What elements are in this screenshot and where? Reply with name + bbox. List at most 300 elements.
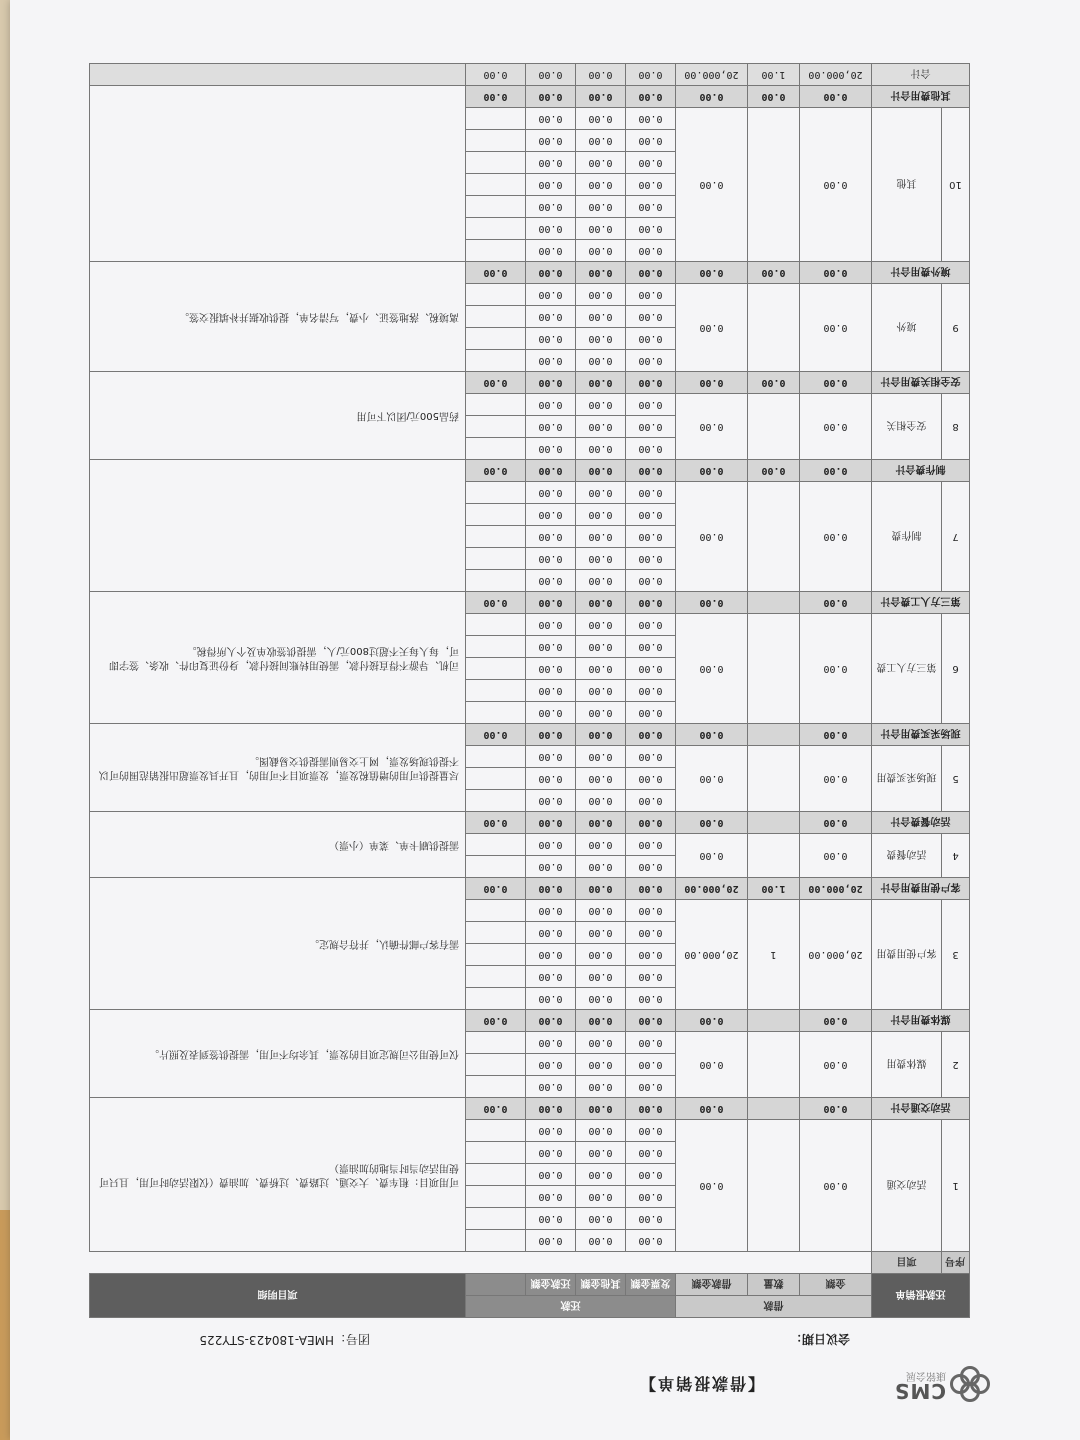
table-row <box>89 1076 969 1098</box>
other-cell: 0.00 <box>575 1142 625 1164</box>
invoice-cell: 0.00 <box>625 284 675 306</box>
section-name: 现场采买费用 <box>872 746 942 812</box>
logo <box>894 1369 946 1401</box>
subtotal-value: 0.00 <box>800 724 872 746</box>
invoice-cell: 0.00 <box>625 1076 675 1098</box>
blank-cell <box>465 240 525 262</box>
section-no: 5 <box>942 746 970 812</box>
subtotal-value: 0.00 <box>575 812 625 834</box>
subtotal-value <box>748 724 800 746</box>
invoice-cell: 0.00 <box>625 526 675 548</box>
other-cell: 0.00 <box>575 438 625 460</box>
col-qty: 数量 <box>748 1274 800 1296</box>
subtotal-value: 0.00 <box>748 372 800 394</box>
other-cell: 0.00 <box>575 1120 625 1142</box>
invoice-cell: 0.00 <box>625 1208 675 1230</box>
subtotal-value: 0.00 <box>675 592 747 614</box>
blank-cell <box>465 1186 525 1208</box>
subtotal-value: 0.00 <box>675 372 747 394</box>
total-value: 0.00 <box>625 64 675 86</box>
col-invoice: 发票金额 <box>625 1274 675 1296</box>
repay-cell: 0.00 <box>525 746 575 768</box>
blank-cell <box>465 152 525 174</box>
total-blank <box>89 64 465 86</box>
section-qty <box>748 1032 800 1098</box>
repay-cell: 0.00 <box>525 944 575 966</box>
section-qty <box>748 284 800 372</box>
invoice-cell: 0.00 <box>625 1054 675 1076</box>
subtotal-value: 0.00 <box>800 86 872 108</box>
total-label: 合计 <box>872 64 970 86</box>
blank-cell <box>465 196 525 218</box>
section-note: 尽量提供可用的增值税发票，发票项目不可用的，且开具发票超出报销范围的可以不提供现场发票，网上交易则需提供交易截图。 <box>89 724 465 812</box>
section-no: 10 <box>942 108 970 262</box>
blank-cell <box>465 988 525 1010</box>
subtotal-value: 0.00 <box>465 1010 525 1032</box>
repay-group-header: 还款 <box>465 1296 675 1318</box>
subtotal-value: 0.00 <box>575 1098 625 1120</box>
section-no: 1 <box>942 1120 970 1252</box>
subtotal-value: 0.00 <box>575 1010 625 1032</box>
total-row <box>89 64 969 86</box>
section-note: 需提供刷卡单、菜单（小票） <box>89 812 465 878</box>
subtotal-value: 0.00 <box>575 372 625 394</box>
cms-logo-icon <box>956 1368 990 1402</box>
blank-cell <box>465 438 525 460</box>
other-cell: 0.00 <box>575 1076 625 1098</box>
section-note: 离境税、落地签证、小费，写清名单，提供收据并补填报交签。 <box>89 262 465 372</box>
section-amount: 0.00 <box>800 284 872 372</box>
other-cell: 0.00 <box>575 526 625 548</box>
subtotal-value: 0.00 <box>800 812 872 834</box>
other-cell: 0.00 <box>575 504 625 526</box>
subtotal-value: 0.00 <box>465 592 525 614</box>
section-amount: 0.00 <box>800 394 872 460</box>
subtotal-value: 20,000.00 <box>675 878 747 900</box>
section-loan: 0.00 <box>675 108 747 262</box>
table-row <box>89 702 969 724</box>
subtotal-value: 0.00 <box>465 1098 525 1120</box>
other-cell: 0.00 <box>575 614 625 636</box>
subtotal-value: 0.00 <box>800 372 872 394</box>
invoice-cell: 0.00 <box>625 790 675 812</box>
subtotal-label: 其他费用合计 <box>872 86 970 108</box>
blank-cell <box>465 284 525 306</box>
subtotal-value <box>748 592 800 614</box>
subtotal-label: 安全相关费用合计 <box>872 372 970 394</box>
section-amount: 20,000.00 <box>800 900 872 1010</box>
other-cell: 0.00 <box>575 658 625 680</box>
other-cell: 0.00 <box>575 218 625 240</box>
table-row <box>89 988 969 1010</box>
invoice-cell: 0.00 <box>625 108 675 130</box>
other-cell: 0.00 <box>575 570 625 592</box>
blank-cell <box>465 548 525 570</box>
repay-cell: 0.00 <box>525 526 575 548</box>
subtotal-label: 境外费用合计 <box>872 262 970 284</box>
paper-sheet <box>10 0 1080 1440</box>
section-name: 第三方人工费 <box>872 614 942 724</box>
repay-cell: 0.00 <box>525 416 575 438</box>
invoice-cell: 0.00 <box>625 416 675 438</box>
other-cell: 0.00 <box>575 746 625 768</box>
subtotal-value: 0.00 <box>525 262 575 284</box>
section-name: 境外 <box>872 284 942 372</box>
blank-cell <box>465 482 525 504</box>
invoice-cell: 0.00 <box>625 658 675 680</box>
blank-cell <box>465 900 525 922</box>
section-note: 可用项目：租车费、大交通、过路费、过桥费、加油费（仅限活动时可用，且只可使用活动当时当地的加油票） <box>89 1098 465 1252</box>
section-name: 媒体费用 <box>872 1032 942 1098</box>
section-name: 活动交通 <box>872 1120 942 1252</box>
invoice-cell: 0.00 <box>625 438 675 460</box>
subtotal-value: 0.00 <box>800 592 872 614</box>
section-note <box>89 460 465 592</box>
repay-cell: 0.00 <box>525 504 575 526</box>
repay-cell: 0.00 <box>525 350 575 372</box>
other-cell: 0.00 <box>575 152 625 174</box>
blank-cell <box>465 350 525 372</box>
repay-cell: 0.00 <box>525 966 575 988</box>
other-cell: 0.00 <box>575 834 625 856</box>
invoice-cell: 0.00 <box>625 548 675 570</box>
subtotal-value: 0.00 <box>575 724 625 746</box>
other-cell: 0.00 <box>575 1164 625 1186</box>
repay-cell: 0.00 <box>525 152 575 174</box>
repay-cell: 0.00 <box>525 702 575 724</box>
subtotal-value: 0.00 <box>525 1010 575 1032</box>
blank-cell <box>465 394 525 416</box>
repay-cell: 0.00 <box>525 680 575 702</box>
other-cell: 0.00 <box>575 416 625 438</box>
invoice-cell: 0.00 <box>625 1120 675 1142</box>
subtotal-value: 0.00 <box>575 262 625 284</box>
total-value: 20,000.00 <box>675 64 747 86</box>
invoice-cell: 0.00 <box>625 240 675 262</box>
other-cell: 0.00 <box>575 856 625 878</box>
col-blank <box>465 1274 525 1296</box>
blank-cell <box>465 1076 525 1098</box>
invoice-cell: 0.00 <box>625 834 675 856</box>
other-cell: 0.00 <box>575 394 625 416</box>
blank-cell <box>465 218 525 240</box>
repay-cell: 0.00 <box>525 108 575 130</box>
subtotal-value: 0.00 <box>675 1010 747 1032</box>
total-value: 0.00 <box>525 64 575 86</box>
invoice-cell: 0.00 <box>625 966 675 988</box>
section-amount: 0.00 <box>800 108 872 262</box>
invoice-cell: 0.00 <box>625 746 675 768</box>
subtotal-label: 活动交通合计 <box>872 1098 970 1120</box>
section-qty <box>748 394 800 460</box>
repay-cell: 0.00 <box>525 658 575 680</box>
invoice-cell: 0.00 <box>625 350 675 372</box>
table-row <box>89 570 969 592</box>
detail-group-header: 项目明细 <box>89 1274 465 1318</box>
subtotal-label: 活动餐费合计 <box>872 812 970 834</box>
subtotal-value: 0.00 <box>625 878 675 900</box>
subtotal-value: 0.00 <box>625 262 675 284</box>
repay-cell: 0.00 <box>525 548 575 570</box>
subtotal-value: 0.00 <box>748 262 800 284</box>
blank-cell <box>465 1120 525 1142</box>
invoice-cell: 0.00 <box>625 856 675 878</box>
repay-cell: 0.00 <box>525 130 575 152</box>
other-cell: 0.00 <box>575 1208 625 1230</box>
subtotal-value: 0.00 <box>675 262 747 284</box>
doc-number-value: HMEA-180423-STY225 <box>199 1333 334 1347</box>
repay-cell: 0.00 <box>525 922 575 944</box>
other-cell: 0.00 <box>575 350 625 372</box>
subtotal-value: 0.00 <box>625 460 675 482</box>
invoice-cell: 0.00 <box>625 196 675 218</box>
invoice-cell: 0.00 <box>625 1230 675 1252</box>
other-cell: 0.00 <box>575 900 625 922</box>
section-qty <box>748 746 800 812</box>
subtotal-value: 0.00 <box>625 812 675 834</box>
expense-table-body <box>89 64 969 1252</box>
repay-cell: 0.00 <box>525 570 575 592</box>
other-cell: 0.00 <box>575 108 625 130</box>
invoice-cell: 0.00 <box>625 702 675 724</box>
blank-cell <box>465 614 525 636</box>
loan-group-header: 借款 <box>675 1296 871 1318</box>
section-name: 客户使用费用 <box>872 900 942 1010</box>
subtotal-value: 0.00 <box>625 86 675 108</box>
section-qty <box>748 108 800 262</box>
invoice-cell: 0.00 <box>625 944 675 966</box>
repay-cell: 0.00 <box>525 790 575 812</box>
invoice-cell: 0.00 <box>625 922 675 944</box>
other-cell: 0.00 <box>575 130 625 152</box>
subtotal-label: 制作费合计 <box>872 460 970 482</box>
subtotal-value: 0.00 <box>575 86 625 108</box>
section-no: 4 <box>942 834 970 878</box>
section-amount: 0.00 <box>800 1032 872 1098</box>
repay-cell: 0.00 <box>525 1230 575 1252</box>
other-cell: 0.00 <box>575 790 625 812</box>
invoice-cell: 0.00 <box>625 680 675 702</box>
invoice-cell: 0.00 <box>625 328 675 350</box>
repay-cell: 0.00 <box>525 614 575 636</box>
subtotal-value: 0.00 <box>675 86 747 108</box>
subtotal-value: 0.00 <box>625 372 675 394</box>
section-name: 安全相关 <box>872 394 942 460</box>
section-loan: 0.00 <box>675 1120 747 1252</box>
blank-cell <box>465 328 525 350</box>
other-cell: 0.00 <box>575 988 625 1010</box>
meeting-date-label: 会议日期： <box>789 1332 850 1347</box>
section-no: 9 <box>942 284 970 372</box>
subtotal-value <box>748 1098 800 1120</box>
other-cell: 0.00 <box>575 702 625 724</box>
subtotal-value: 0.00 <box>575 592 625 614</box>
invoice-cell: 0.00 <box>625 1186 675 1208</box>
subtotal-value: 0.00 <box>525 372 575 394</box>
blank-cell <box>465 790 525 812</box>
section-qty <box>748 614 800 724</box>
header <box>90 1360 990 1410</box>
meta-row <box>90 1324 970 1356</box>
section-qty: 1 <box>748 900 800 1010</box>
section-amount: 0.00 <box>800 614 872 724</box>
blank-cell <box>465 922 525 944</box>
expense-table <box>89 63 970 1318</box>
blank-cell <box>465 1208 525 1230</box>
section-loan: 0.00 <box>675 1032 747 1098</box>
table-row <box>89 350 969 372</box>
repay-cell: 0.00 <box>525 900 575 922</box>
section-amount: 0.00 <box>800 482 872 592</box>
subtotal-value: 0.00 <box>465 724 525 746</box>
other-cell: 0.00 <box>575 680 625 702</box>
section-loan: 20,000.00 <box>675 900 747 1010</box>
other-cell: 0.00 <box>575 1186 625 1208</box>
invoice-cell: 0.00 <box>625 394 675 416</box>
blank-cell <box>465 966 525 988</box>
blank-cell <box>465 768 525 790</box>
subtotal-value: 20,000.00 <box>800 878 872 900</box>
section-note <box>89 86 465 262</box>
section-qty <box>748 1120 800 1252</box>
repay-cell: 0.00 <box>525 1054 575 1076</box>
blank-cell <box>465 1032 525 1054</box>
blank-cell <box>465 746 525 768</box>
repay-cell: 0.00 <box>525 1032 575 1054</box>
blank-cell <box>465 130 525 152</box>
section-qty <box>748 482 800 592</box>
blank-cell <box>465 504 525 526</box>
other-cell: 0.00 <box>575 966 625 988</box>
subtotal-label: 客户使用费用合计 <box>872 878 970 900</box>
other-cell: 0.00 <box>575 1230 625 1252</box>
subtotal-value: 0.00 <box>800 460 872 482</box>
blank-cell <box>465 526 525 548</box>
subtotal-value: 0.00 <box>625 724 675 746</box>
subtotal-value: 0.00 <box>675 812 747 834</box>
subtotal-label: 第三方人工费合计 <box>872 592 970 614</box>
repay-cell: 0.00 <box>525 196 575 218</box>
repay-cell: 0.00 <box>525 240 575 262</box>
subtotal-value <box>748 812 800 834</box>
invoice-cell: 0.00 <box>625 1164 675 1186</box>
subtotal-value: 0.00 <box>525 592 575 614</box>
blank-cell <box>465 702 525 724</box>
section-amount: 0.00 <box>800 1120 872 1252</box>
invoice-cell: 0.00 <box>625 1032 675 1054</box>
subtotal-value: 0.00 <box>525 724 575 746</box>
subtotal-value: 0.00 <box>525 878 575 900</box>
repay-cell: 0.00 <box>525 1076 575 1098</box>
repay-cell: 0.00 <box>525 174 575 196</box>
subtotal-value: 0.00 <box>800 1098 872 1120</box>
section-note: 仅可使用公司规定项目的发票，其余均不可用，需提供签到表及照片。 <box>89 1010 465 1098</box>
invoice-cell: 0.00 <box>625 900 675 922</box>
repay-cell: 0.00 <box>525 1142 575 1164</box>
invoice-cell: 0.00 <box>625 504 675 526</box>
subtotal-value: 0.00 <box>525 812 575 834</box>
repay-cell: 0.00 <box>525 306 575 328</box>
subtotal-value: 0.00 <box>675 460 747 482</box>
invoice-cell: 0.00 <box>625 768 675 790</box>
blank-cell <box>465 658 525 680</box>
repay-cell: 0.00 <box>525 394 575 416</box>
repay-cell: 0.00 <box>525 218 575 240</box>
blank-cell <box>465 1142 525 1164</box>
subtotal-value: 0.00 <box>748 460 800 482</box>
section-no: 7 <box>942 482 970 592</box>
section-qty <box>748 834 800 878</box>
section-loan: 0.00 <box>675 394 747 460</box>
other-cell: 0.00 <box>575 240 625 262</box>
total-value: 0.00 <box>465 64 525 86</box>
subtotal-value: 1.00 <box>748 878 800 900</box>
total-value: 20,000.00 <box>800 64 872 86</box>
section-no: 8 <box>942 394 970 460</box>
subtotal-value: 0.00 <box>625 1010 675 1032</box>
repay-cell: 0.00 <box>525 636 575 658</box>
blank-cell <box>465 174 525 196</box>
budget-group-header: 还款报销单 <box>872 1274 970 1318</box>
subtotal-value: 0.00 <box>465 372 525 394</box>
subtotal-value: 0.00 <box>465 812 525 834</box>
table-row <box>89 438 969 460</box>
repay-cell: 0.00 <box>525 482 575 504</box>
section-amount: 0.00 <box>800 834 872 878</box>
logo-subtitle: 康铭会展 <box>906 1369 946 1381</box>
invoice-cell: 0.00 <box>625 988 675 1010</box>
other-cell: 0.00 <box>575 922 625 944</box>
subtotal-value: 0.00 <box>465 86 525 108</box>
section-no: 3 <box>942 900 970 1010</box>
section-note: 司机、导游不得直接付款，需使用转账间接付款，身份证复印件、收条、签字即可，每人每天不超过800元/人，需提供签收单及个人所得税。 <box>89 592 465 724</box>
section-loan: 0.00 <box>675 284 747 372</box>
col-amount: 金额 <box>800 1274 872 1296</box>
subtotal-value: 0.00 <box>748 86 800 108</box>
document-upside-down <box>10 0 1080 1440</box>
subtotal-value: 0.00 <box>525 1098 575 1120</box>
other-cell: 0.00 <box>575 174 625 196</box>
invoice-cell: 0.00 <box>625 570 675 592</box>
blank-cell <box>465 636 525 658</box>
repay-cell: 0.00 <box>525 1208 575 1230</box>
section-name: 制作费 <box>872 482 942 592</box>
other-cell: 0.00 <box>575 482 625 504</box>
blank-cell <box>465 1164 525 1186</box>
blank-cell <box>465 856 525 878</box>
repay-cell: 0.00 <box>525 438 575 460</box>
table-row <box>89 790 969 812</box>
table-row <box>89 856 969 878</box>
other-cell: 0.00 <box>575 306 625 328</box>
section-name: 活动餐费 <box>872 834 942 878</box>
invoice-cell: 0.00 <box>625 1142 675 1164</box>
blank-cell <box>465 108 525 130</box>
section-note: 需有客户邮件确认，并符合规定。 <box>89 878 465 1010</box>
invoice-cell: 0.00 <box>625 174 675 196</box>
blank-cell <box>465 1230 525 1252</box>
subtotal-value: 0.00 <box>675 1098 747 1120</box>
repay-cell: 0.00 <box>525 768 575 790</box>
blank-cell <box>465 944 525 966</box>
col-project: 项目 <box>872 1252 942 1274</box>
subtotal-value: 0.00 <box>800 262 872 284</box>
other-cell: 0.00 <box>575 636 625 658</box>
doc-number-label: 团号： <box>333 1332 370 1347</box>
other-cell: 0.00 <box>575 548 625 570</box>
invoice-cell: 0.00 <box>625 218 675 240</box>
other-cell: 0.00 <box>575 284 625 306</box>
